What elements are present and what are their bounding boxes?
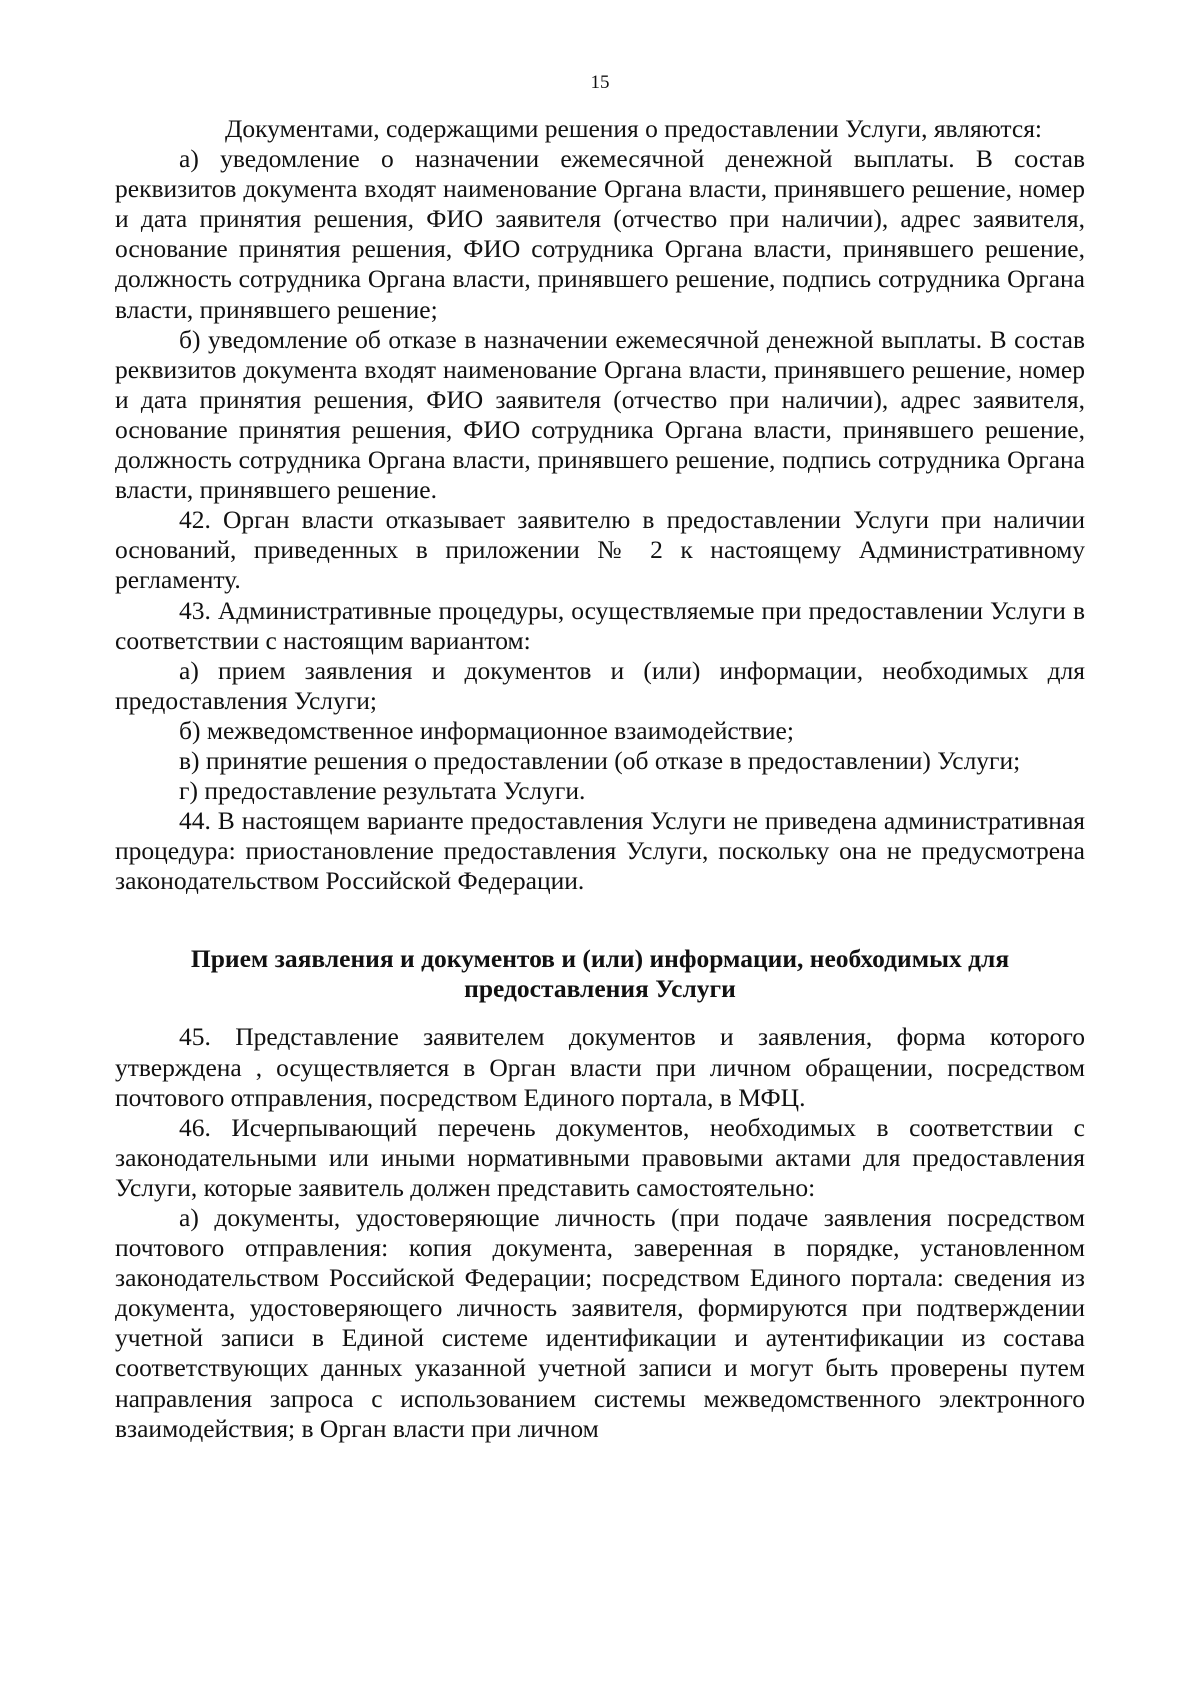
- paragraph-item-a-notification: а) уведомление о назначении ежемесячной денежной выплаты. В состав реквизитов документа входят наименование Органа власти, принявшего решение, номер и дата принятия решения, ФИО заявителя (отчество при наличии), адрес заявителя, основание принятия решения, ФИО сотрудника Органа власти, принявшего решение, должность сотрудника Органа власти, принявшего решение, подпись сотрудника Органа власти, принявшего решение;: [115, 144, 1085, 324]
- paragraph-43-d: г) предоставление результата Услуги.: [179, 776, 586, 806]
- paragraph-42: 42. Орган власти отказывает заявителю в предоставлении Услуги при наличии оснований, приведенных в приложении № 2 к настоящему Административному регламенту.: [115, 505, 1085, 595]
- section-heading-line-2: предоставления Услуги: [464, 974, 736, 1004]
- spacer: [115, 1004, 1085, 1022]
- paragraph-46: 46. Исчерпывающий перечень документов, необходимых в соответствии с законодательными или иными нормативными правовыми актами для предоставления Услуги, которые заявитель должен представить самостоятельно:: [115, 1112, 1085, 1202]
- paragraph-item-b-refusal: б) уведомление об отказе в назначении ежемесячной денежной выплаты. В состав реквизитов документа входят наименование Органа власти, принявшего решение, номер и дата принятия решения, ФИО заявителя (отчество при наличии), адрес заявителя, основание принятия решения, ФИО сотрудника Органа власти, принявшего решение, должность сотрудника Органа власти, принявшего решение, подпись сотрудника Органа власти, принявшего решение.: [115, 324, 1085, 505]
- paragraph-45: 45. Представление заявителем документов и заявления, форма которого утверждена , осуществляется в Орган власти при личном обращении, посредством почтового отправления, посредством Единого портала, в МФЦ.: [115, 1022, 1085, 1112]
- document-body: [115, 114, 1085, 1444]
- paragraph-43-a: а) прием заявления и документов и (или) информации, необходимых для предоставления Услуги;: [115, 655, 1085, 715]
- paragraph-43: 43. Административные процедуры, осуществляемые при предоставлении Услуги в соответствии с настоящим вариантом:: [115, 595, 1085, 655]
- paragraph-44: 44. В настоящем варианте предоставления Услуги не приведена административная процедура: приостановление предоставления Услуги, поскольку она не предусмотрена законодательством Российской Федерации.: [115, 806, 1085, 896]
- paragraph-documents-intro: Документами, содержащими решения о предоставлении Услуги, являются:: [225, 114, 1043, 143]
- paragraph-43-b: б) межведомственное информационное взаимодействие;: [179, 715, 794, 745]
- spacer: [115, 896, 1085, 944]
- page-number: 15: [590, 72, 610, 93]
- section-heading-line-1: Прием заявления и документов и (или) информации, необходимых для: [190, 944, 1010, 974]
- paragraph-46-a: а) документы, удостоверяющие личность (при подаче заявления посредством почтового отправления: копия документа, заверенная в порядке, установленном законодательством Российской Федерации; посредством Единого портала: сведения из документа, удостоверяющего личность заявителя, формируются при подтверждении учетной записи в Единой системе идентификации и аутентификации из состава соответствующих данных указанной учетной записи и могут быть проверены путем направления запроса с использованием системы межведомственного электронного взаимодействия; в Орган власти при личном: [115, 1203, 1085, 1443]
- paragraph-43-c: в) принятие решения о предоставлении (об отказе в предоставлении) Услуги;: [179, 745, 1021, 775]
- section-heading: [115, 944, 1085, 1004]
